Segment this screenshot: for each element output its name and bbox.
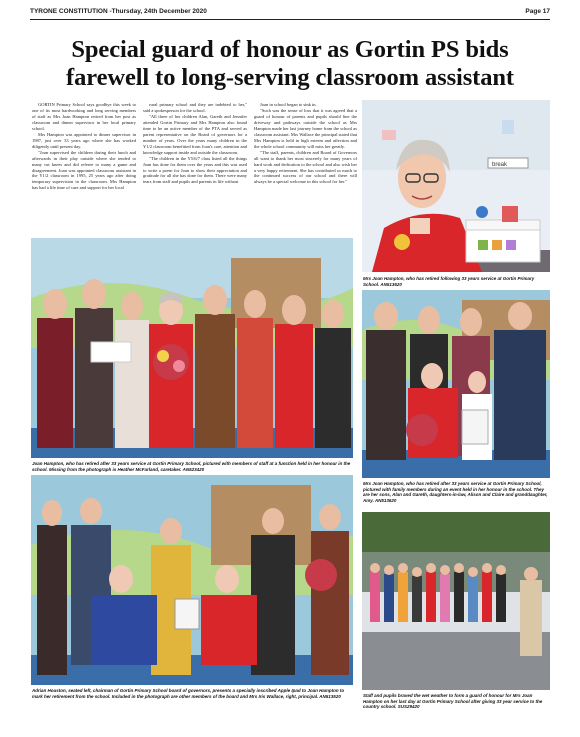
governors-photo [31, 475, 353, 685]
portrait-caption: Mrs Joan Hampton, who has retired following 33 years service at Gortin Primary School. AN513620 [363, 276, 535, 287]
family-photo [362, 290, 550, 478]
masthead-rule [30, 19, 550, 20]
article-paragraph: "Joan supervised the children during their lunch and afterwards in their play outside where she tended to many cut knees and did referee to many a game and disagreement. Joan was appointed classroom assistant in the Y1/2 classroom in 1995, 25 years ago after doing temporary supervision in the classroom. Mrs Hampton has had a life time of care and support for her local [32, 149, 136, 191]
article-column-1 [32, 102, 136, 191]
staff-group-photo [31, 238, 353, 458]
article-paragraph: Joan in school began to sink in. [260, 102, 317, 107]
family-caption: Mrs Joan Hampton, who has retired after 33 years service at Gortin Primary School, pictured with family members during an event held in her honour in the school. They are her sons, Alan and Gareth, daughters-in-law, Alison and Claire and granddaughter, Amy. AN513620 [363, 481, 548, 503]
headline [30, 36, 550, 92]
governors-caption: Adrian Houston, seated left, chairman of Gortin Primary School board of governors, presents a specially inscribed Apple Ipad to Joan Hampton to mark her retirement from the school. Included in the photograph are other members of the board and Mrs Iris Wallace, right, principal. AN513520 [32, 688, 345, 699]
staff-group-caption: Joan Hampton, who has retired after 33 years service at Gortin Primary School, pictured with members of staff at a function held in her honour in the school. Missing from the photograph is Heather McFarland, caretaker. AN523420 [32, 461, 351, 472]
article-paragraph: "All three of her children Alan, Gareth and Jennifer attended Gortin Primary and Mrs Hampton also found time to be an active member of the PTA and served as parent representative on the Board of governors for a number of years. Over the years many children in the Y1/2 classroom benefitted from Joan's care, attention and knowledge support inside and outside the classroom. [143, 114, 247, 155]
article-column-3 [254, 102, 357, 186]
article-paragraph: "Such was the sense of loss that it was agreed that a guard of honour of parents and pupils should line the driveway and pathways outside the school as Mrs Hampton made her last journey home from the school as classroom assistant. Mrs Wallace the principal stated that Mrs Hampton is held in high esteem and affection and the whole school community will miss her greatly. [254, 108, 357, 149]
paper-date: TYRONE CONSTITUTION -Thursday, 24th December 2020 [30, 8, 207, 15]
masthead [30, 6, 550, 18]
headline-line-1: Special guard of honour as Gortin PS bids [71, 36, 509, 63]
guard-of-honour-caption: Staff and pupils braved the wet weather to form a guard of honour for Mrs Joan Hampton on her last day at Gortin Primary School after giving 33 year service to the country school. SUS29420 [363, 693, 543, 710]
article-paragraph: GORTIN Primary School says goodbye this week to one of its most hardworking and long serving members of staff as Mrs Joan Hampton retired from her post as classroom and dinner supervisor in her local primary school. [32, 102, 136, 131]
article-paragraph: "The staff, parents, children and Board of Governors all want to thank her most sincerely for many years of hard work and dedication to the school and also wish her a very happy retirement. She has contributed so much to the continued success of our school and there will always be a special welcome in this school for her." [254, 149, 357, 185]
portrait-photo [362, 100, 550, 272]
cake-sign-text: break [492, 162, 508, 168]
article-paragraph: "The children in the Y5/6/7 class listed all the things Joan has done for them over the years and this was used to write a poem for Joan to show their appreciation and gratitude for all she has done for them. There were many tears from staff and pupils and parents in life without [143, 155, 247, 185]
article-paragraph: Mrs Hampton was appointed to dinner supervisor in 1987, just over 33 years ago where she has worked diligently until present day. [32, 131, 136, 149]
headline-line-2: farewell to long-serving classroom assistant [66, 64, 514, 91]
page-number: Page 17 [525, 8, 550, 15]
article-column-2 [143, 102, 247, 186]
article-paragraph: rural primary school and they are indebted to her," said a spokesperson for the school. [143, 102, 247, 113]
guard-of-honour-photo [362, 512, 550, 690]
